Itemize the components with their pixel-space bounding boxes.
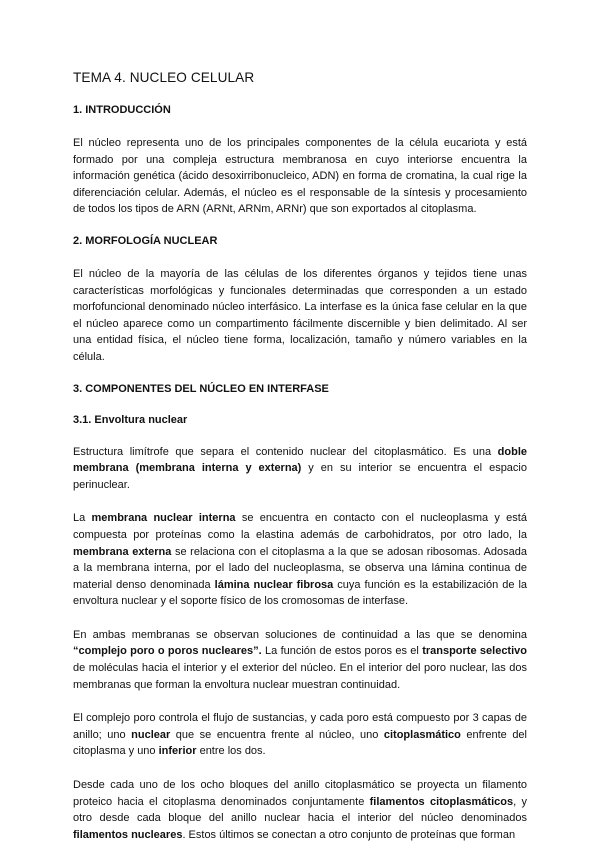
text-run: se relaciona con el citoplasma a la que se adosan ribosomas. Adosada a la membrana interna, por el lado del nucleoplasma, se observa una lámina continua de material denso denominada [73, 545, 527, 591]
paragraph [73, 510, 527, 610]
text-run: En ambas membranas se observan soluciones de continuidad a las que se denomina [73, 628, 527, 641]
document-content [73, 70, 527, 860]
text-run: entre los dos. [196, 745, 266, 758]
bold-term: filamentos citoplasmáticos [369, 795, 514, 808]
text-run: El núcleo de la mayoría de las células de los diferentes órganos y tejidos tiene unas características morfológicas y funcionales determinadas que corresponden a un estado morfofuncional denominado núcleo interfásico. La interfase es la única fase celular en la que el núcleo aparece como un compartimento fácilmente discernible y bien delimitado. Al ser una entidad física, el núcleo tiene forma, localización, tamaño y número variables en la célula. [73, 267, 527, 363]
text-run: Estructura limítrofe que separa el contenido nuclear del citoplasmático. Es una [73, 445, 498, 458]
text-run: cuya función es la estabilización de la envoltura nuclear y el soporte físico de los cromosomas de interfase. [73, 578, 527, 608]
text-run: de moléculas hacia el interior y el exterior del núcleo. En el interior del poro nuclear, las dos membranas que forman la envoltura nuclear muestran continuidad. [73, 662, 527, 691]
document-title: TEMA 4. NUCLEO CELULAR [73, 70, 255, 85]
bold-term: transporte selectivo [422, 645, 527, 658]
text-run: . Estos últimos se conectan a otro conjunto de proteínas que forman [182, 828, 516, 841]
section-heading-componentes: 3. COMPONENTES DEL NÚCLEO EN INTERFASE [73, 382, 329, 395]
bold-term: “complejo poro o poros nucleares”. [73, 645, 262, 658]
text-run: enfrente del citoplasma y uno [73, 728, 527, 758]
text-run: y en su interior se encuentra el espacio perinuclear. [73, 462, 527, 491]
section-heading-morfologia: 2. MORFOLOGÍA NUCLEAR [73, 234, 218, 247]
bold-term: nuclear [131, 728, 171, 741]
text-run: que se encuentra frente al núcleo, uno [170, 728, 384, 741]
bold-term: doble membrana (membrana interna y externa) [73, 445, 527, 475]
subsection-heading-envoltura: 3.1. Envoltura nuclear [73, 413, 188, 426]
bold-term: lámina nuclear fibrosa [214, 578, 334, 591]
text-run: La [73, 512, 92, 525]
text-run: , y otro desde cada bloque del anillo nuclear hacia el interior del núcleo denominados [73, 795, 527, 825]
paragraph [73, 710, 527, 760]
text-run: se encuentra en contacto con el nucleoplasma y está compuesta por proteínas como la elastina además de carbohidratos, por otro lado, la [73, 512, 527, 541]
text-run: El complejo poro controla el flujo de sustancias, y cada poro está compuesto por 3 capas de anillo; uno [73, 712, 527, 741]
text-run: Desde cada uno de los ocho bloques del anillo citoplasmático se proyecta un filamento proteico hacia el citoplasma denominados conjuntamente [73, 779, 527, 808]
text-run: El núcleo representa uno de los principales componentes de la célula eucariota y está formado por una compleja estructura membranosa en cuyo interiorse encuentra la información genética (ácido desoxirribonucleico, ADN) en forma de cromatina, la cual rige la diferenciación celular. Además, el núcleo es el responsable de la síntesis y procesamiento de todos los tipos de ARN (ARNt, ARNm, ARNr) que son exportados al citoplasma. [73, 137, 527, 216]
paragraph [73, 444, 527, 494]
text-run: La función de estos poros es el [261, 645, 423, 658]
section-heading-introduccion: 1. INTRODUCCIÓN [73, 104, 171, 116]
bold-term: membrana nuclear interna [91, 512, 236, 525]
paragraph [73, 135, 527, 218]
paragraph [73, 777, 527, 843]
bold-term: filamentos nucleares [73, 828, 183, 841]
bold-term: inferior [158, 745, 197, 758]
paragraph [73, 266, 527, 366]
bold-term: citoplasmático [383, 728, 461, 741]
bold-term: membrana externa [73, 545, 172, 558]
paragraph [73, 627, 527, 693]
